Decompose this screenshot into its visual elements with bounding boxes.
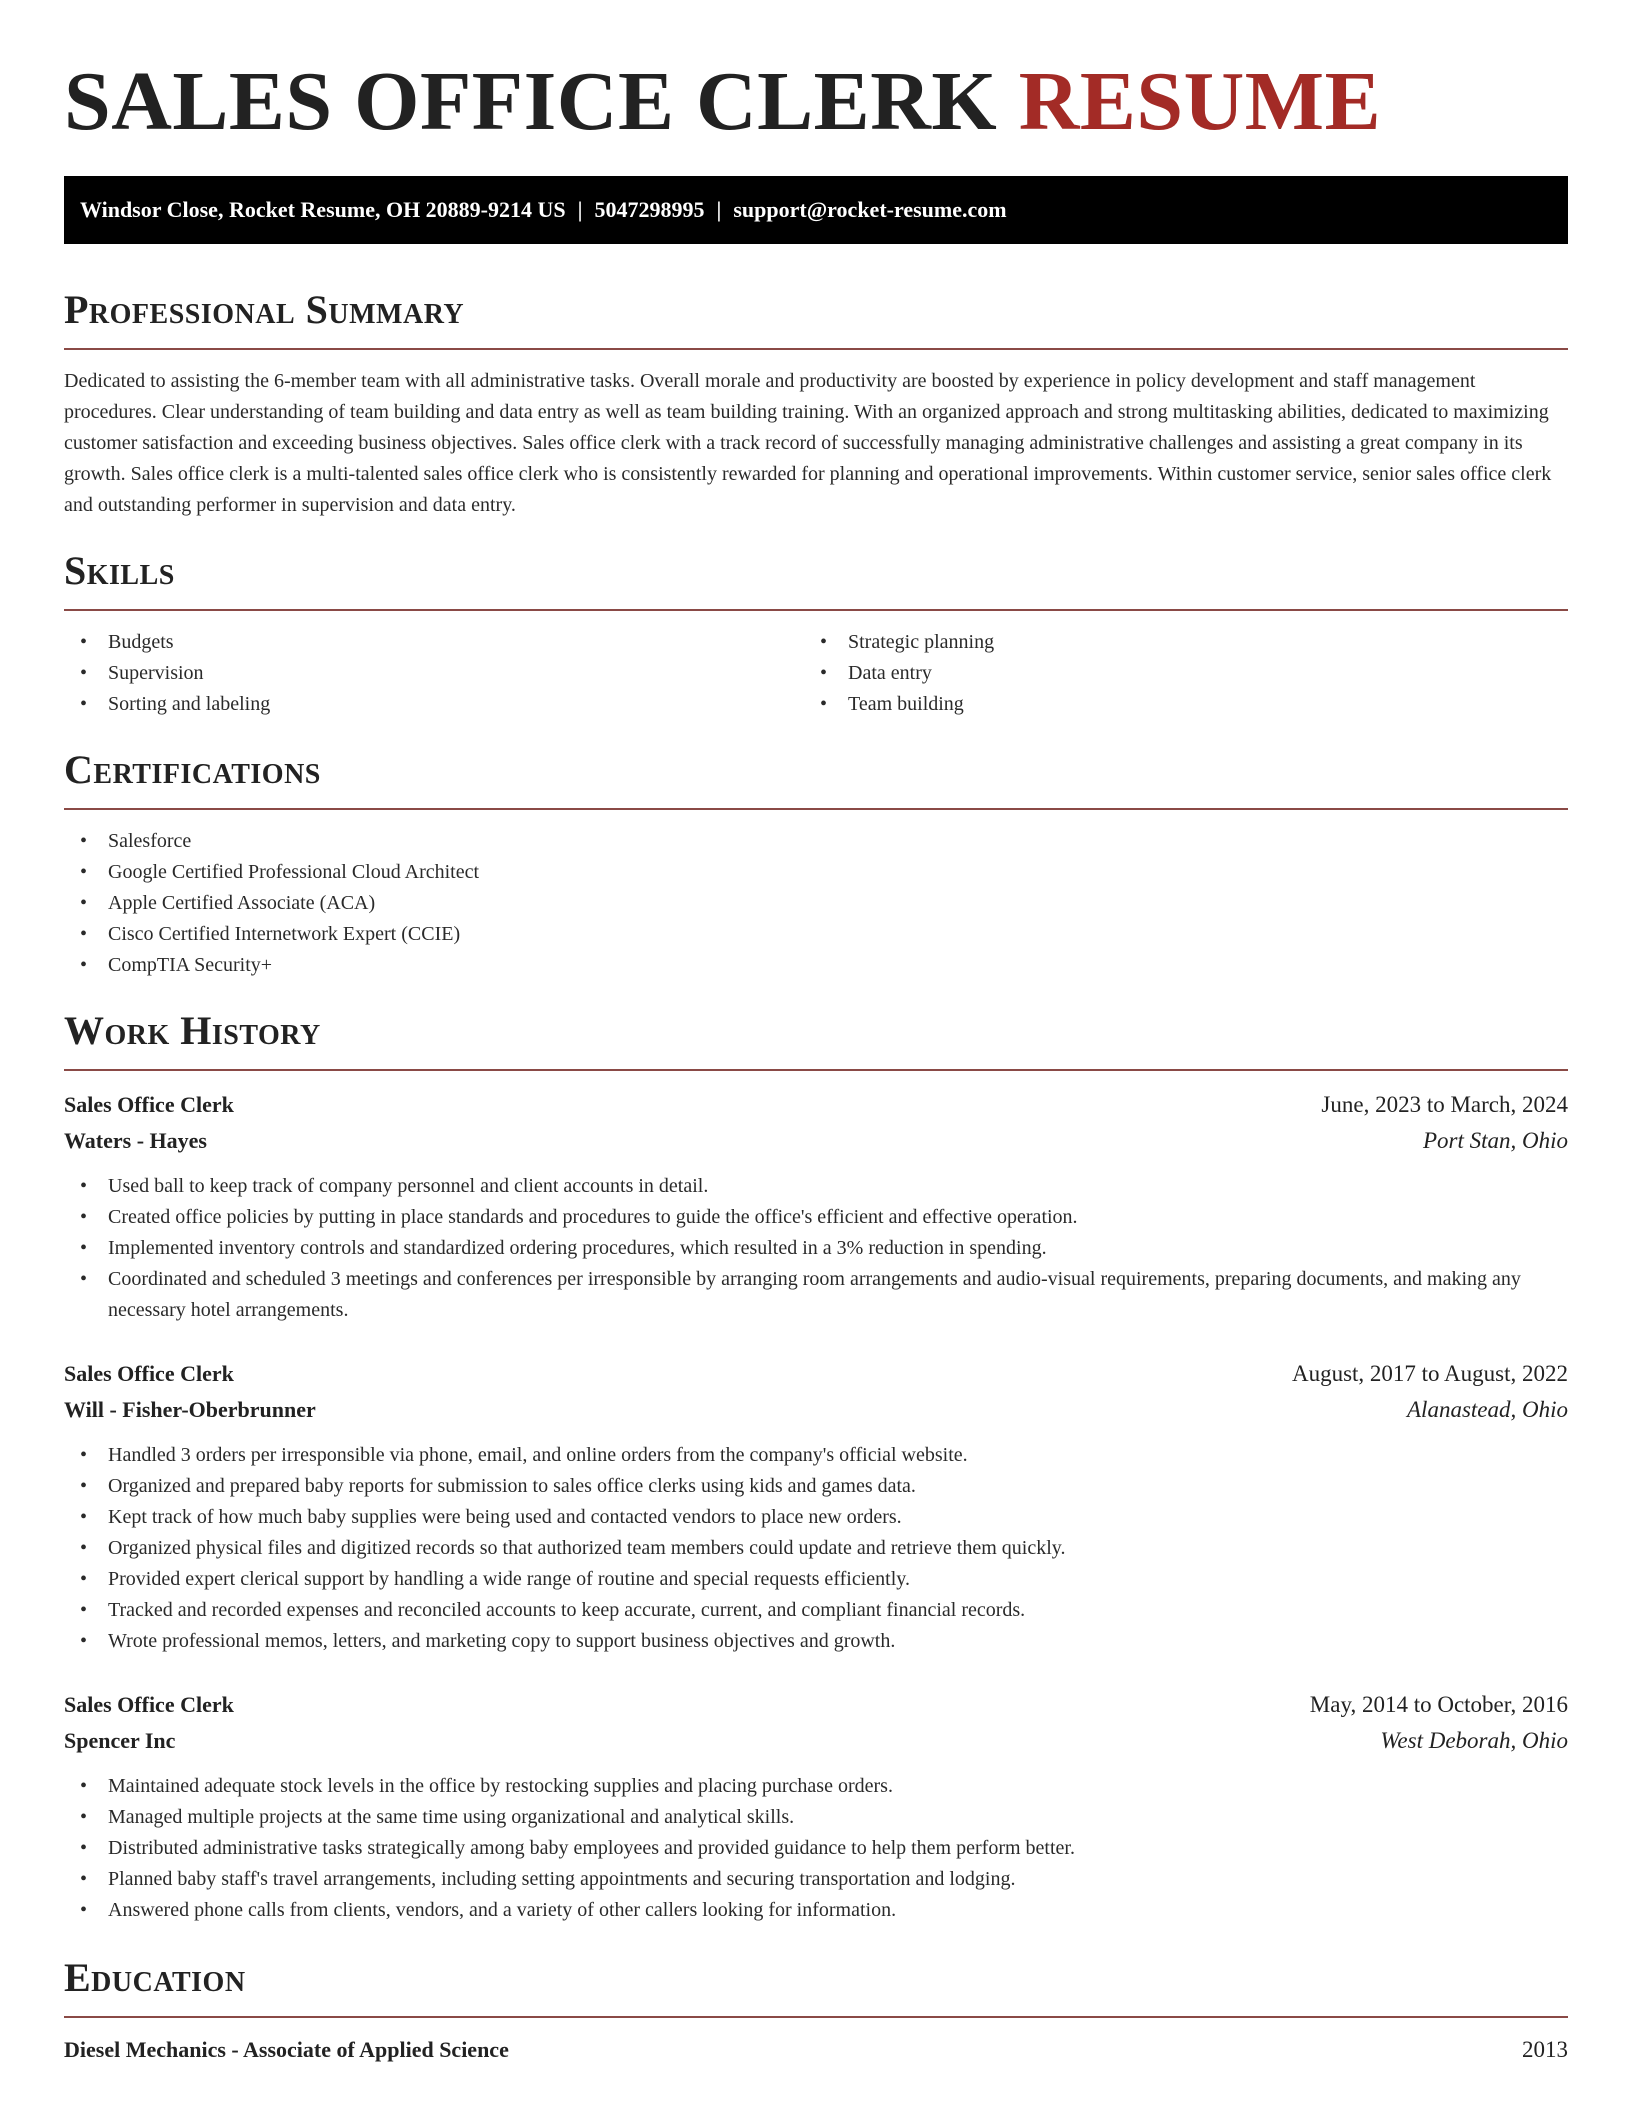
job-subheader xyxy=(64,1723,1568,1759)
certifications-section xyxy=(64,746,1568,981)
job-bullets xyxy=(64,1771,1568,1926)
job-bullet: • Answered phone calls from clients, vendors, and a variety of other callers looking for information. xyxy=(64,1895,1568,1926)
skill-item: • Budgets xyxy=(64,627,804,658)
job-bullet: • Kept track of how much baby supplies were being used and contacted vendors to place new orders. xyxy=(64,1502,1568,1533)
education-degree: Diesel Mechanics - Associate of Applied Science xyxy=(64,2037,509,2062)
job-bullet: • Provided expert clerical support by handling a wide range of routine and special requests efficiently. xyxy=(64,1564,1568,1595)
job-bullet: • Implemented inventory controls and standardized ordering procedures, which resulted in a 3% reduction in spending. xyxy=(64,1233,1568,1264)
job-bullet: • Distributed administrative tasks strategically among baby employees and provided guidance to help them perform better. xyxy=(64,1833,1568,1864)
work-section xyxy=(64,1007,1568,1926)
certification-item: • CompTIA Security+ xyxy=(64,950,1568,981)
skill-item: • Strategic planning xyxy=(804,627,1544,658)
job-bullets xyxy=(64,1171,1568,1326)
certification-item: • Cisco Certified Internetwork Expert (CCIE) xyxy=(64,919,1568,950)
job-location: Alanastead, Ohio xyxy=(1407,1397,1568,1422)
job-title: Sales Office Clerk xyxy=(64,1092,234,1117)
title-accent: RESUME xyxy=(1018,55,1382,148)
job-bullet: • Managed multiple projects at the same time using organizational and analytical skills. xyxy=(64,1802,1568,1833)
skills-heading: Skills xyxy=(64,548,175,593)
job-bullet: • Handled 3 orders per irresponsible via phone, email, and online orders from the company's official website. xyxy=(64,1440,1568,1471)
job-entry xyxy=(64,1087,1568,1326)
skills-section xyxy=(64,547,1568,720)
section-divider xyxy=(64,2016,1568,2018)
job-bullet: • Organized and prepared baby reports for submission to sales office clerks using kids and games data. xyxy=(64,1471,1568,1502)
job-bullet: • Wrote professional memos, letters, and marketing copy to support business objectives and growth. xyxy=(64,1626,1568,1657)
certification-item: • Salesforce xyxy=(64,826,1568,857)
job-dates: August, 2017 to August, 2022 xyxy=(1291,1361,1568,1386)
job-bullet: • Tracked and recorded expenses and reconciled accounts to keep accurate, current, and compliant financial records. xyxy=(64,1595,1568,1626)
job-dates: June, 2023 to March, 2024 xyxy=(1321,1092,1568,1117)
job-bullet: • Used ball to keep track of company personnel and client accounts in detail. xyxy=(64,1171,1568,1202)
summary-heading: Professional Summary xyxy=(64,287,465,332)
certifications-list xyxy=(64,826,1568,981)
job-company: Spencer Inc xyxy=(64,1728,176,1753)
job-bullet: • Coordinated and scheduled 3 meetings and conferences per irresponsible by arranging room arrangements and audio-visual requirements, preparing documents, and making any necessary hotel arrangements. xyxy=(64,1264,1568,1326)
job-title: Sales Office Clerk xyxy=(64,1361,234,1386)
job-subheader xyxy=(64,1392,1568,1428)
section-divider xyxy=(64,609,1568,611)
skills-list-right xyxy=(804,627,1544,720)
section-divider xyxy=(64,808,1568,810)
section-divider xyxy=(64,1069,1568,1071)
contact-bar xyxy=(64,176,1568,244)
work-heading: Work History xyxy=(64,1008,321,1053)
job-bullet: • Created office policies by putting in place standards and procedures to guide the office's efficient and effective operation. xyxy=(64,1202,1568,1233)
contact-phone: 5047298995 xyxy=(594,197,705,222)
certification-item: • Google Certified Professional Cloud Architect xyxy=(64,857,1568,888)
education-heading: Education xyxy=(64,1955,246,2000)
job-bullet: • Planned baby staff's travel arrangements, including setting appointments and securing transportation and lodging. xyxy=(64,1864,1568,1895)
education-year: 2013 xyxy=(1522,2037,1568,2062)
job-company: Waters - Hayes xyxy=(64,1128,207,1153)
skill-item: • Data entry xyxy=(804,658,1544,689)
job-header xyxy=(64,1087,1568,1123)
resume-title xyxy=(64,56,1568,148)
job-bullet: • Organized physical files and digitized records so that authorized team members could update and retrieve them quickly. xyxy=(64,1533,1568,1564)
skill-item: • Team building xyxy=(804,689,1544,720)
job-company: Will - Fisher-Oberbrunner xyxy=(64,1397,316,1422)
job-location: West Deborah, Ohio xyxy=(1380,1728,1568,1753)
summary-section xyxy=(64,286,1568,521)
contact-address: Windsor Close, Rocket Resume, OH 20889-9214 US xyxy=(80,197,566,222)
section-divider xyxy=(64,348,1568,350)
job-entry xyxy=(64,1356,1568,1657)
job-title: Sales Office Clerk xyxy=(64,1692,234,1717)
job-bullet: • Maintained adequate stock levels in the office by restocking supplies and placing purchase orders. xyxy=(64,1771,1568,1802)
skills-list-left xyxy=(64,627,804,720)
certifications-heading: Certifications xyxy=(64,747,321,792)
job-header xyxy=(64,1687,1568,1723)
skills-grid xyxy=(64,627,1568,720)
skill-item: • Sorting and labeling xyxy=(64,689,804,720)
resume-page xyxy=(64,56,1568,2068)
contact-email[interactable]: support@rocket-resume.com xyxy=(733,197,1007,222)
job-entry xyxy=(64,1687,1568,1926)
job-location: Port Stan, Ohio xyxy=(1422,1128,1568,1153)
job-header xyxy=(64,1356,1568,1392)
title-main: SALES OFFICE CLERK xyxy=(64,55,998,148)
job-subheader xyxy=(64,1123,1568,1159)
contact-separator: | xyxy=(716,197,722,222)
job-dates: May, 2014 to October, 2016 xyxy=(1309,1692,1568,1717)
contact-separator: | xyxy=(577,197,583,222)
summary-text: Dedicated to assisting the 6-member team with all administrative tasks. Overall morale and productivity are boosted by experience in policy development and staff management procedures. Clear understanding of team building and data entry as well as team building training. With an organized approach and strong multitasking abilities, dedicated to maximizing customer satisfaction and exceeding business objectives. Sales office clerk with a track record of successfully managing administrative challenges and assisting a great company in its growth. Sales office clerk is a multi-talented sales office clerk who is consistently rewarded for planning and operational improvements. Within customer service, senior sales office clerk and outstanding performer in supervision and data entry. xyxy=(64,370,1552,516)
education-section xyxy=(64,1954,1568,2068)
skill-item: • Supervision xyxy=(64,658,804,689)
certification-item: • Apple Certified Associate (ACA) xyxy=(64,888,1568,919)
job-bullets xyxy=(64,1440,1568,1657)
education-entry xyxy=(64,2032,1568,2068)
